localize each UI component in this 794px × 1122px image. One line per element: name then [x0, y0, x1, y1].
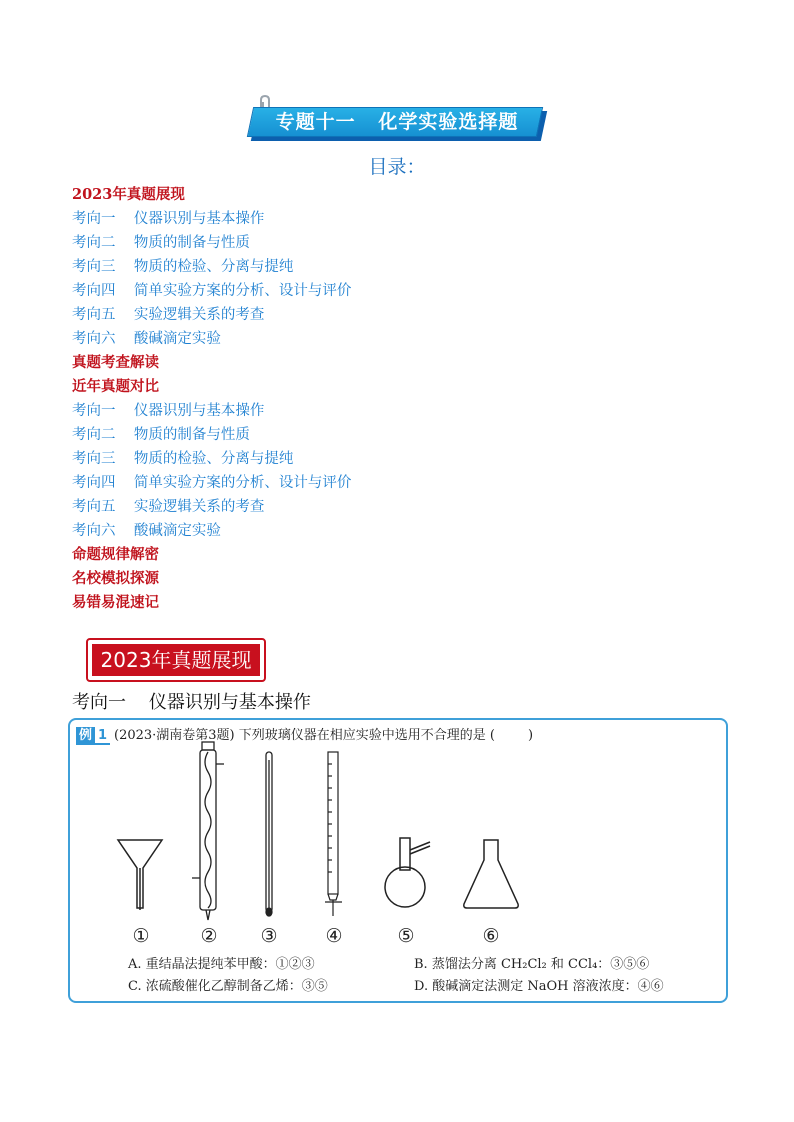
toc-section-item[interactable]: 易错易混速记	[72, 594, 159, 611]
option-d: D. 酸碱滴定法测定 NaOH 溶液浓度：④⑥	[414, 979, 664, 994]
toc-sub-item[interactable]: 考向四 简单实验方案的分析、设计与评价	[72, 283, 352, 299]
toc-sub-item[interactable]: 考向二 物质的制备与性质	[72, 427, 250, 443]
toc-sub-item[interactable]: 考向六 酸碱滴定实验	[72, 331, 221, 347]
apparatus-number: ①	[132, 925, 150, 947]
page-title: 专题十一 化学实验选择题	[275, 111, 519, 133]
toc-sub-item[interactable]: 考向二 物质的制备与性质	[72, 235, 250, 251]
example-label: 例	[76, 727, 95, 745]
apparatus-number: ④	[325, 925, 343, 947]
example-box	[68, 718, 728, 1003]
distilling-flask-icon	[385, 838, 430, 907]
section-banner-text: 2023年真题展现	[100, 648, 252, 672]
example-question: (2023·湖南卷第3题) 下列玻璃仪器在相应实验中选用不合理的是 ( )	[114, 728, 534, 743]
table-of-contents	[72, 183, 572, 615]
toc-heading: 目录：	[368, 156, 426, 178]
toc-sub-item[interactable]: 考向四 简单实验方案的分析、设计与评价	[72, 475, 352, 491]
apparatus-number: ⑥	[482, 925, 500, 947]
toc-sub-item[interactable]: 考向三 物质的检验、分离与提纯	[72, 259, 294, 275]
apparatus-number: ③	[260, 925, 278, 947]
toc-section-item[interactable]: 近年真题对比	[72, 378, 159, 395]
title-banner	[250, 107, 544, 139]
erlenmeyer-flask-icon	[464, 840, 518, 908]
toc-sub-item[interactable]: 考向六 酸碱滴定实验	[72, 523, 221, 539]
option-b: B. 蒸馏法分离 CH₂Cl₂ 和 CCl₄：③⑤⑥	[414, 957, 650, 972]
toc-section-item[interactable]: 真题考查解读	[72, 354, 159, 371]
option-c: C. 浓硫酸催化乙醇制备乙烯：③⑤	[128, 979, 328, 994]
apparatus-number: ⑤	[397, 925, 415, 947]
condenser-icon	[192, 742, 224, 920]
thermometer-icon	[266, 752, 272, 916]
toc-section-item[interactable]: 名校模拟探源	[72, 570, 159, 587]
section-banner	[86, 638, 266, 682]
burette-icon	[325, 752, 342, 916]
toc-sub-item[interactable]: 考向五 实验逻辑关系的考查	[72, 499, 265, 515]
toc-section-item[interactable]: 命题规律解密	[72, 546, 159, 563]
apparatus-number: ②	[200, 925, 218, 947]
example-number: 1	[95, 727, 110, 745]
sub-heading: 考向一 仪器识别与基本操作	[72, 692, 311, 713]
funnel-icon	[118, 840, 162, 910]
toc-sub-item[interactable]: 考向五 实验逻辑关系的考查	[72, 307, 265, 323]
toc-sub-item[interactable]: 考向一 仪器识别与基本操作	[72, 211, 265, 227]
toc-sub-item[interactable]: 考向三 物质的检验、分离与提纯	[72, 451, 294, 467]
option-a: A. 重结晶法提纯苯甲酸：①②③	[128, 957, 315, 972]
toc-section-item[interactable]: 2023年真题展现	[72, 186, 185, 203]
toc-sub-item[interactable]: 考向一 仪器识别与基本操作	[72, 403, 265, 419]
